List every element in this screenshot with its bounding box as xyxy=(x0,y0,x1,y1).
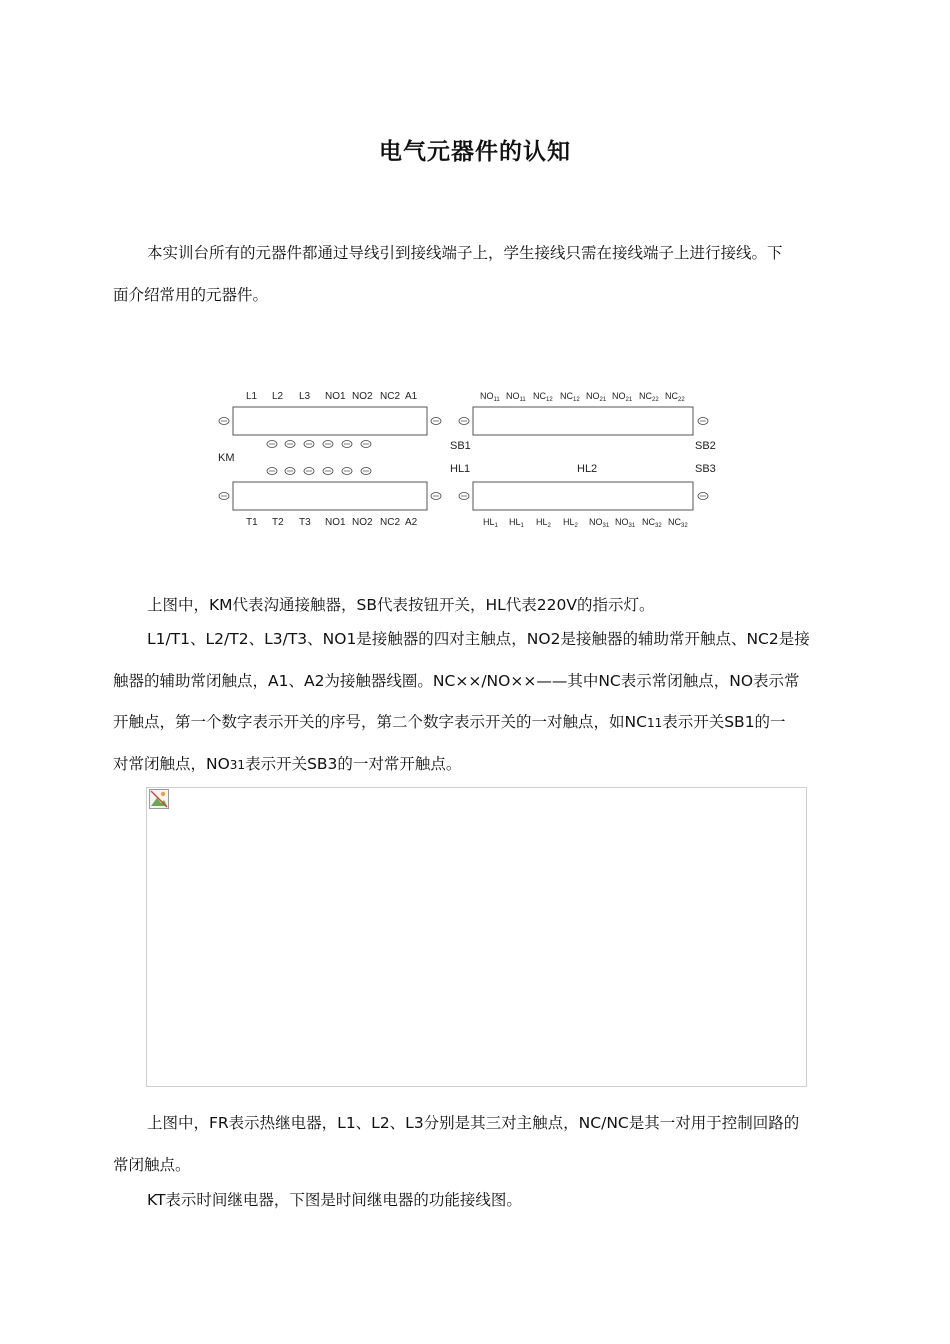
para-contacts-line-2: 触器的辅助常闭触点，A1、A2为接触器线圈。NC××/NO××——其中NC表示常闭触点，NO表示常 xyxy=(113,672,800,690)
page-title: 电气元器件的认知 xyxy=(379,139,571,165)
sb-top-label-3: $NC_{12}$ xyxy=(560,391,580,403)
km-bottom-label-1: T2 xyxy=(272,517,284,528)
intro-line-1: 本实训台所有的元器件都通过导线引到接线端子上，学生接线只需在接线端子上进行接线。下 xyxy=(147,244,783,262)
line4-pre: 对常闭触点，NO xyxy=(113,755,230,773)
sb-top-label-4: $NO_{21}$ xyxy=(586,391,607,403)
hl-bottom-label-4: $NO_{31}$ xyxy=(589,517,610,529)
line3-sub: 11 xyxy=(646,716,663,730)
line3-nc: NC xyxy=(624,713,647,731)
hl-bottom-label-5: $NO_{31}$ xyxy=(615,517,636,529)
sb1-label: SB1 xyxy=(450,440,471,452)
sb-top-label-5: $NO_{21}$ xyxy=(612,391,633,403)
sb3-label: SB3 xyxy=(695,463,716,475)
km-top-label-5: NC2 xyxy=(380,391,401,402)
para-km-desc: 上图中，KM代表沟通接触器，SB代表按钮开关，HL代表220V的指示灯。 xyxy=(147,596,655,614)
para-kt: KT表示时间继电器，下图是时间继电器的功能接线图。 xyxy=(147,1191,522,1209)
sb-top-label-0: $NO_{11}$ xyxy=(480,391,500,403)
broken-image-placeholder xyxy=(146,787,807,1087)
line4-rest: 表示开关SB3的一对常开触点。 xyxy=(245,755,462,773)
sb-top-label-7: $NC_{22}$ xyxy=(665,391,685,403)
km-bottom-label-0: T1 xyxy=(246,517,258,528)
terminal-diagram xyxy=(0,380,950,540)
km-top-label-0: L1 xyxy=(246,391,258,402)
line3-rest: 表示开关SB1的一 xyxy=(662,713,786,731)
hl-bottom-label-0: $HL_1$ xyxy=(483,517,498,529)
para-fr-line-1: 上图中，FR表示热继电器，L1、L2、L3分别是其三对主触点，NC/NC是其一对用于控制回路的 xyxy=(147,1114,800,1132)
hl-bottom-label-2: $HL_2$ xyxy=(536,517,551,529)
km-bottom-label-4: NO2 xyxy=(352,517,373,528)
para-contacts-line-3 xyxy=(113,701,838,744)
km-top-label-1: L2 xyxy=(272,391,284,402)
km-bottom-label-2: T3 xyxy=(299,517,311,528)
hl-bottom-label-1: $HL_1$ xyxy=(509,517,524,529)
km-top-terminal-box xyxy=(233,407,427,435)
hl-bottom-label-6: $NC_{32}$ xyxy=(642,517,662,529)
km-top-label-3: NO1 xyxy=(325,391,346,402)
sb-top-label-1: $NO_{11}$ xyxy=(506,391,526,403)
intro-line-2: 面介绍常用的元器件。 xyxy=(113,286,269,304)
sb-top-label-6: $NC_{22}$ xyxy=(639,391,659,403)
km-label: KM xyxy=(218,452,235,464)
broken-image-icon xyxy=(149,789,169,809)
para-contacts-line-1: L1/T1、L2/T2、L3/T3、NO1是接触器的四对主触点，NO2是接触器的辅助常开触点、NC2是接 xyxy=(147,630,810,648)
hl-bottom-terminal-box xyxy=(473,482,693,510)
km-bottom-label-3: NO1 xyxy=(325,517,346,528)
hl-bottom-label-7: $NC_{32}$ xyxy=(668,517,688,529)
hl-bottom-label-3: $HL_2$ xyxy=(563,517,578,529)
sb-top-terminal-box xyxy=(473,407,693,435)
km-bottom-terminal-box xyxy=(233,482,427,510)
km-top-label-6: A1 xyxy=(405,391,418,402)
sb-top-label-2: $NC_{12}$ xyxy=(533,391,553,403)
line3-text: 开触点，第一个数字表示开关的序号，第二个数字表示开关的一对触点，如 xyxy=(113,713,625,731)
para-fr-line-2: 常闭触点。 xyxy=(113,1156,191,1174)
hl1-label: HL1 xyxy=(450,463,471,475)
para-contacts-line-4 xyxy=(113,743,838,786)
line4-sub: 31 xyxy=(229,758,246,772)
km-bottom-label-5: NC2 xyxy=(380,517,401,528)
sb2-label: SB2 xyxy=(695,440,716,452)
hl2-label: HL2 xyxy=(577,463,598,475)
km-bottom-label-6: A2 xyxy=(405,517,418,528)
km-top-label-4: NO2 xyxy=(352,391,373,402)
km-top-label-2: L3 xyxy=(299,391,311,402)
